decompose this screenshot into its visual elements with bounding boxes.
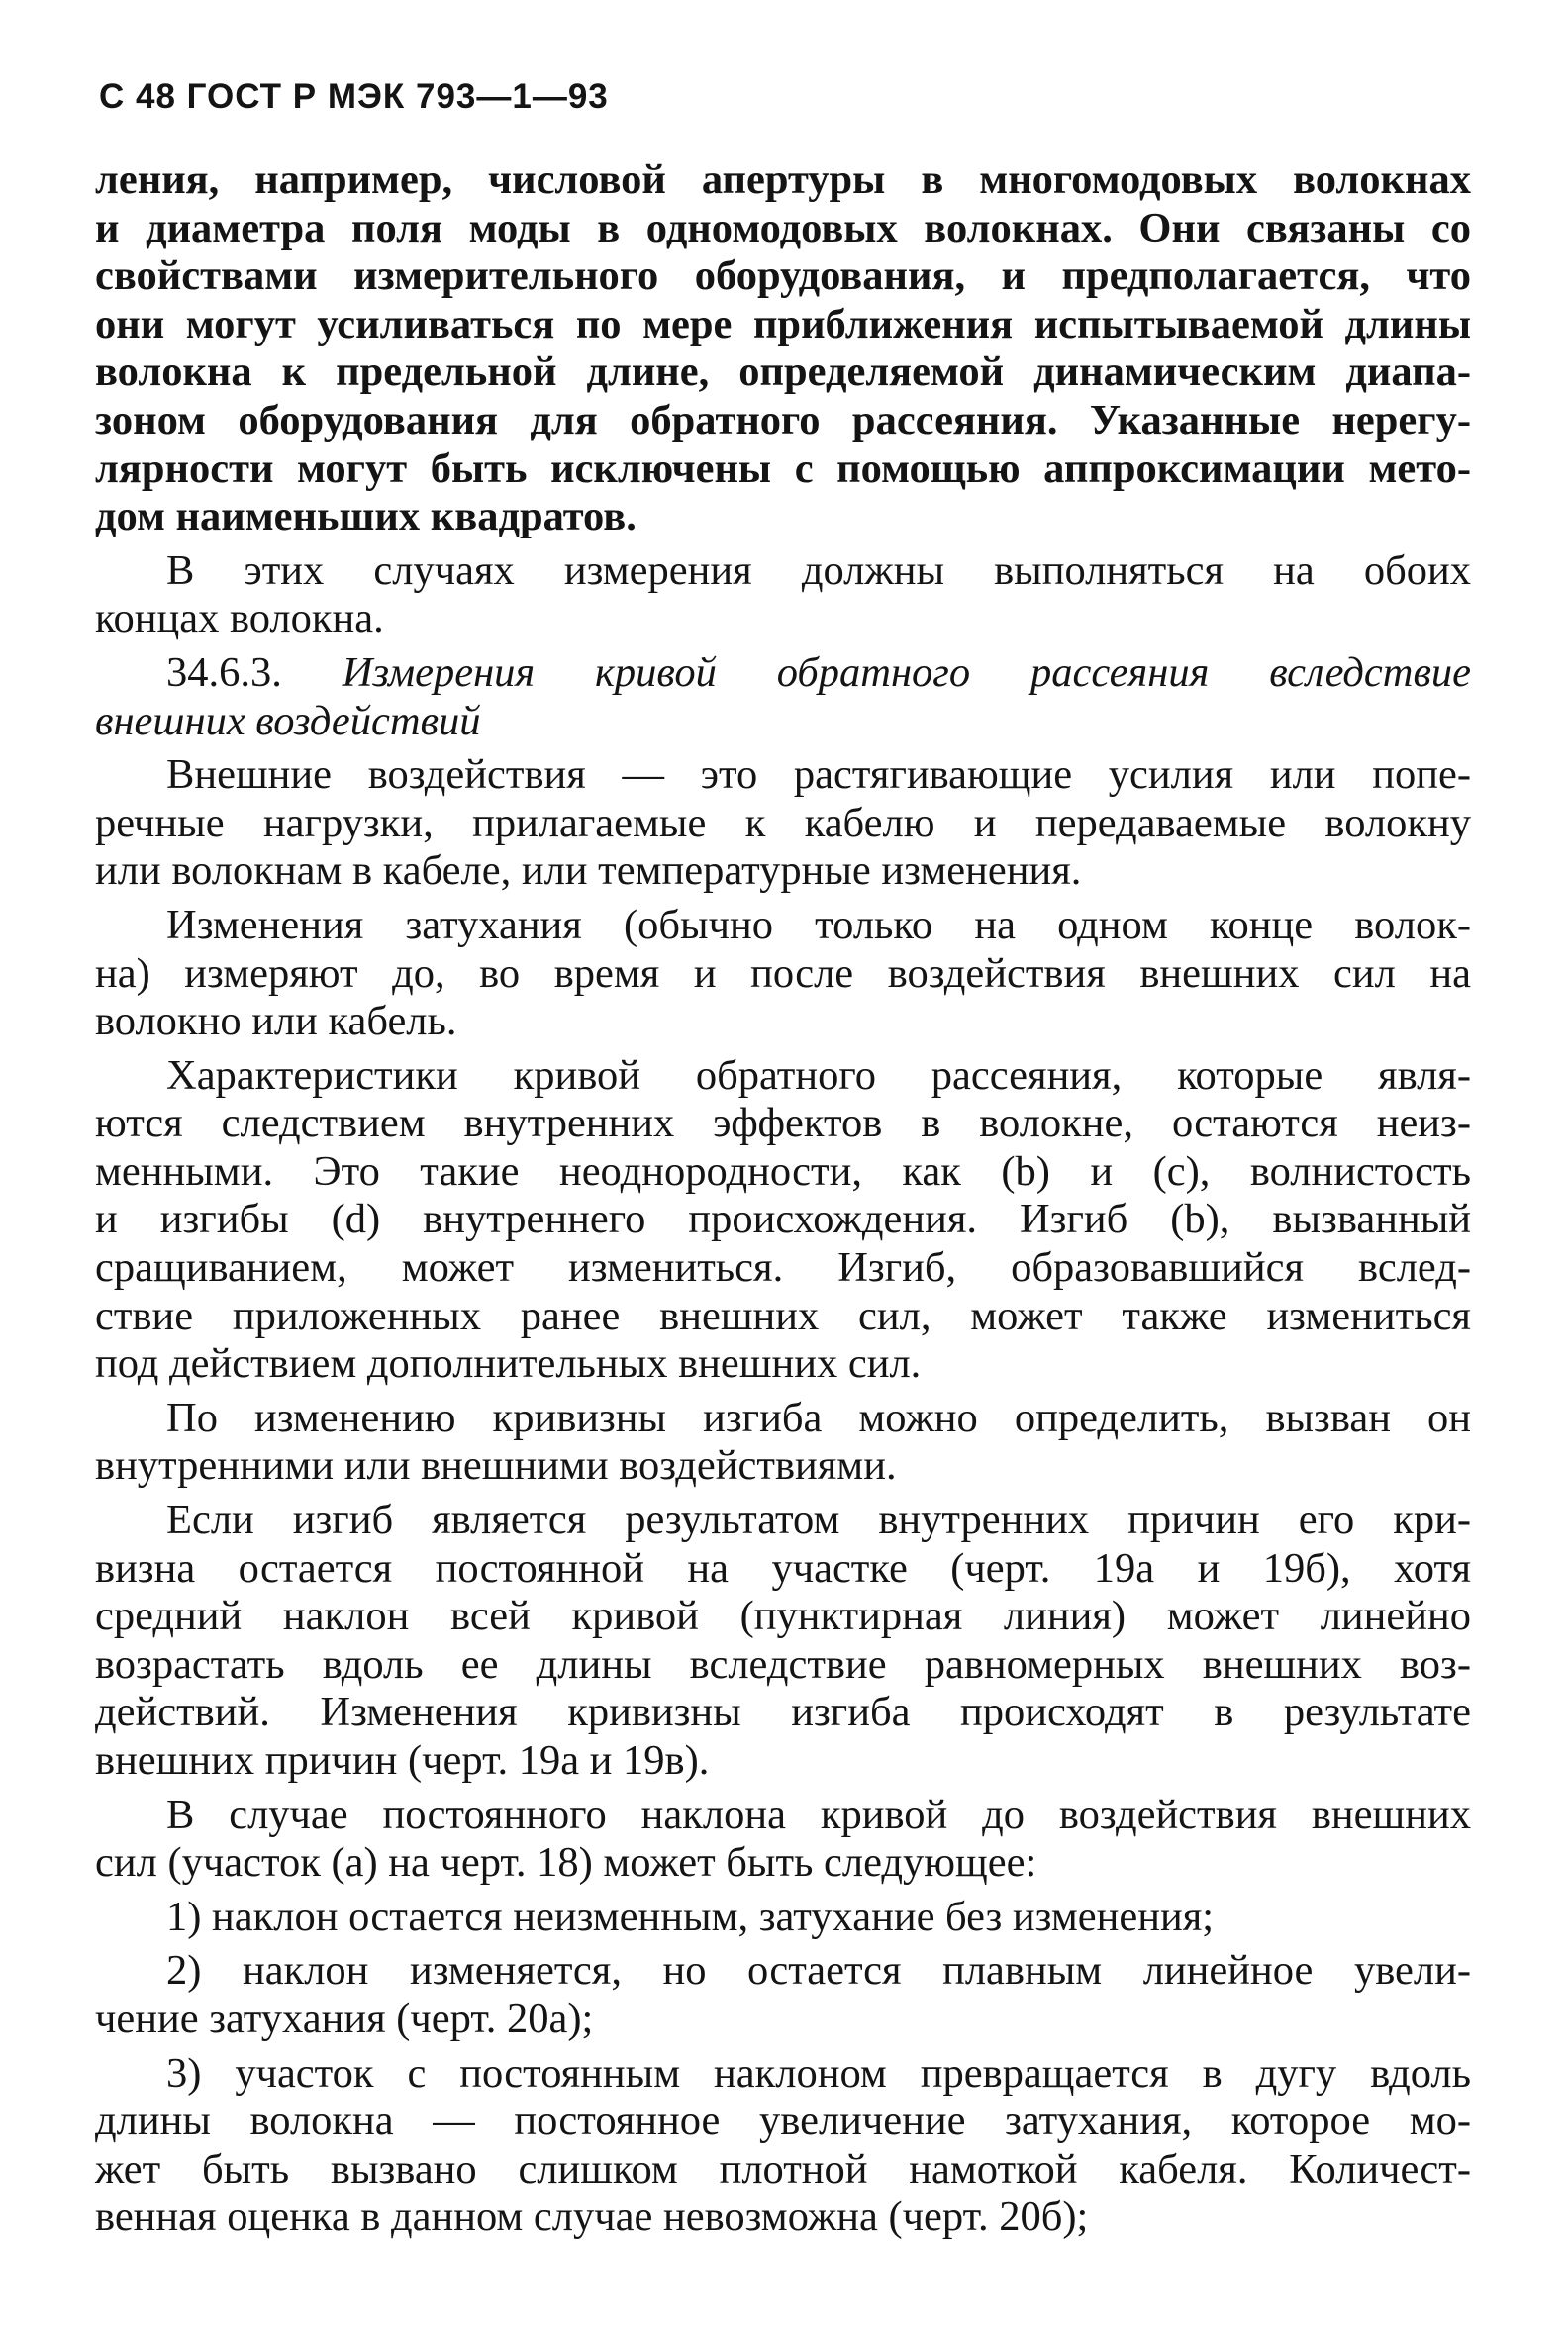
- text-line: ются следствием внутренних эффектов в волокне, остаются неиз-: [95, 1100, 1471, 1147]
- section-number: 34.6.3.: [166, 648, 343, 696]
- text-line: [95, 649, 1471, 698]
- text-line: действий. Изменения кривизны изгиба происходят в результате: [95, 1689, 1471, 1736]
- text-line: лярности могут быть исключены с помощью аппроксимации мето-: [95, 444, 1471, 492]
- text-line: Характеристики кривой обратного рассеяния, которые явля-: [166, 1051, 1471, 1099]
- text-line: сращиванием, может измениться. Изгиб, образовавшийся вслед-: [95, 1244, 1471, 1292]
- text-line: длины волокна — постоянное увеличение затухания, которое мо-: [95, 2098, 1471, 2145]
- text-line: или волокнам в кабеле, или температурные изменения.: [95, 847, 1082, 895]
- text-line: они могут усиливаться по мере приближения испытываемой длины: [95, 300, 1471, 347]
- section-title: Измерения кривой обратного рассеяния вследствие: [342, 648, 1472, 696]
- text-line: 2) наклон изменяется, но остается плавным линейное увели-: [166, 1947, 1471, 1995]
- text-line: дом наименьших квадратов.: [95, 493, 637, 540]
- text-line: возрастать вдоль ее длины вследствие равномерных внешних воз-: [95, 1640, 1471, 1688]
- text-line: и диаметра поля моды в одномодовых волокнах. Они связаны со: [95, 204, 1471, 251]
- text-line: Изменения затухания (обычно только на одном конце волок-: [166, 901, 1471, 948]
- text-line: внутренними или внешними воздействиями.: [95, 1442, 897, 1490]
- text-line: В этих случаях измерения должны выполняться на обоих: [166, 546, 1471, 594]
- text-line: и изгибы (d) внутреннего происхождения. Изгиб (b), вызванный: [95, 1196, 1471, 1243]
- text-line: 1) наклон остается неизменным, затухание без изменения;: [166, 1893, 1215, 1940]
- text-line: визна остается постоянной на участке (черт. 19а и 19б), хотя: [95, 1544, 1471, 1592]
- text-line: речные нагрузки, прилагаемые к кабелю и передаваемые волокну: [95, 799, 1471, 846]
- text-line: внешних причин (черт. 19а и 19в).: [95, 1737, 710, 1784]
- running-header: С 48 ГОСТ Р МЭК 793—1—93: [99, 77, 609, 116]
- text-line: чение затухания (черт. 20а);: [95, 1995, 594, 2042]
- text-line: В случае постоянного наклона кривой до воздействия внешних: [166, 1791, 1471, 1838]
- text-line: волокна к предельной длине, определяемой динамическим диапа-: [95, 348, 1471, 396]
- text-line: зоном оборудования для обратного рассеяния. Указанные нерегу-: [95, 396, 1471, 443]
- text-line: ствие приложенных ранее внешних сил, может также измениться: [95, 1292, 1471, 1339]
- text-line: концах волокна.: [95, 595, 384, 642]
- body-text: [95, 156, 1471, 2242]
- text-line: волокно или кабель.: [95, 998, 457, 1045]
- text-line: венная оценка в данном случае невозможна (черт. 20б);: [95, 2194, 1089, 2241]
- text-line: По изменению кривизны изгиба можно определить, вызван он: [166, 1394, 1471, 1441]
- text-line: менными. Это такие неоднородности, как (b) и (c), волнистость: [95, 1147, 1471, 1195]
- text-line: Если изгиб является результатом внутренних причин его кри-: [166, 1497, 1471, 1544]
- text-line: 3) участок с постоянным наклоном превращается в дугу вдоль: [166, 2049, 1471, 2097]
- text-line: Внешние воздействия — это растягивающие усилия или попе-: [166, 751, 1471, 799]
- text-line: внешних воздействий: [95, 697, 481, 744]
- text-line: на) измеряют до, во время и после воздействия внешних сил на: [95, 949, 1471, 997]
- text-line: сил (участок (а) на черт. 18) может быть следующее:: [95, 1839, 1037, 1887]
- text-line: под действием дополнительных внешних сил.: [95, 1340, 922, 1388]
- text-line: жет быть вызвано слишком плотной намоткой кабеля. Количест-: [95, 2145, 1471, 2193]
- text-line: средний наклон всей кривой (пунктирная линия) может линейно: [95, 1593, 1471, 1640]
- text-line: свойствами измерительного оборудования, и предполагается, что: [95, 252, 1471, 300]
- text-line: ления, например, числовой апертуры в многомодовых волокнах: [95, 156, 1471, 203]
